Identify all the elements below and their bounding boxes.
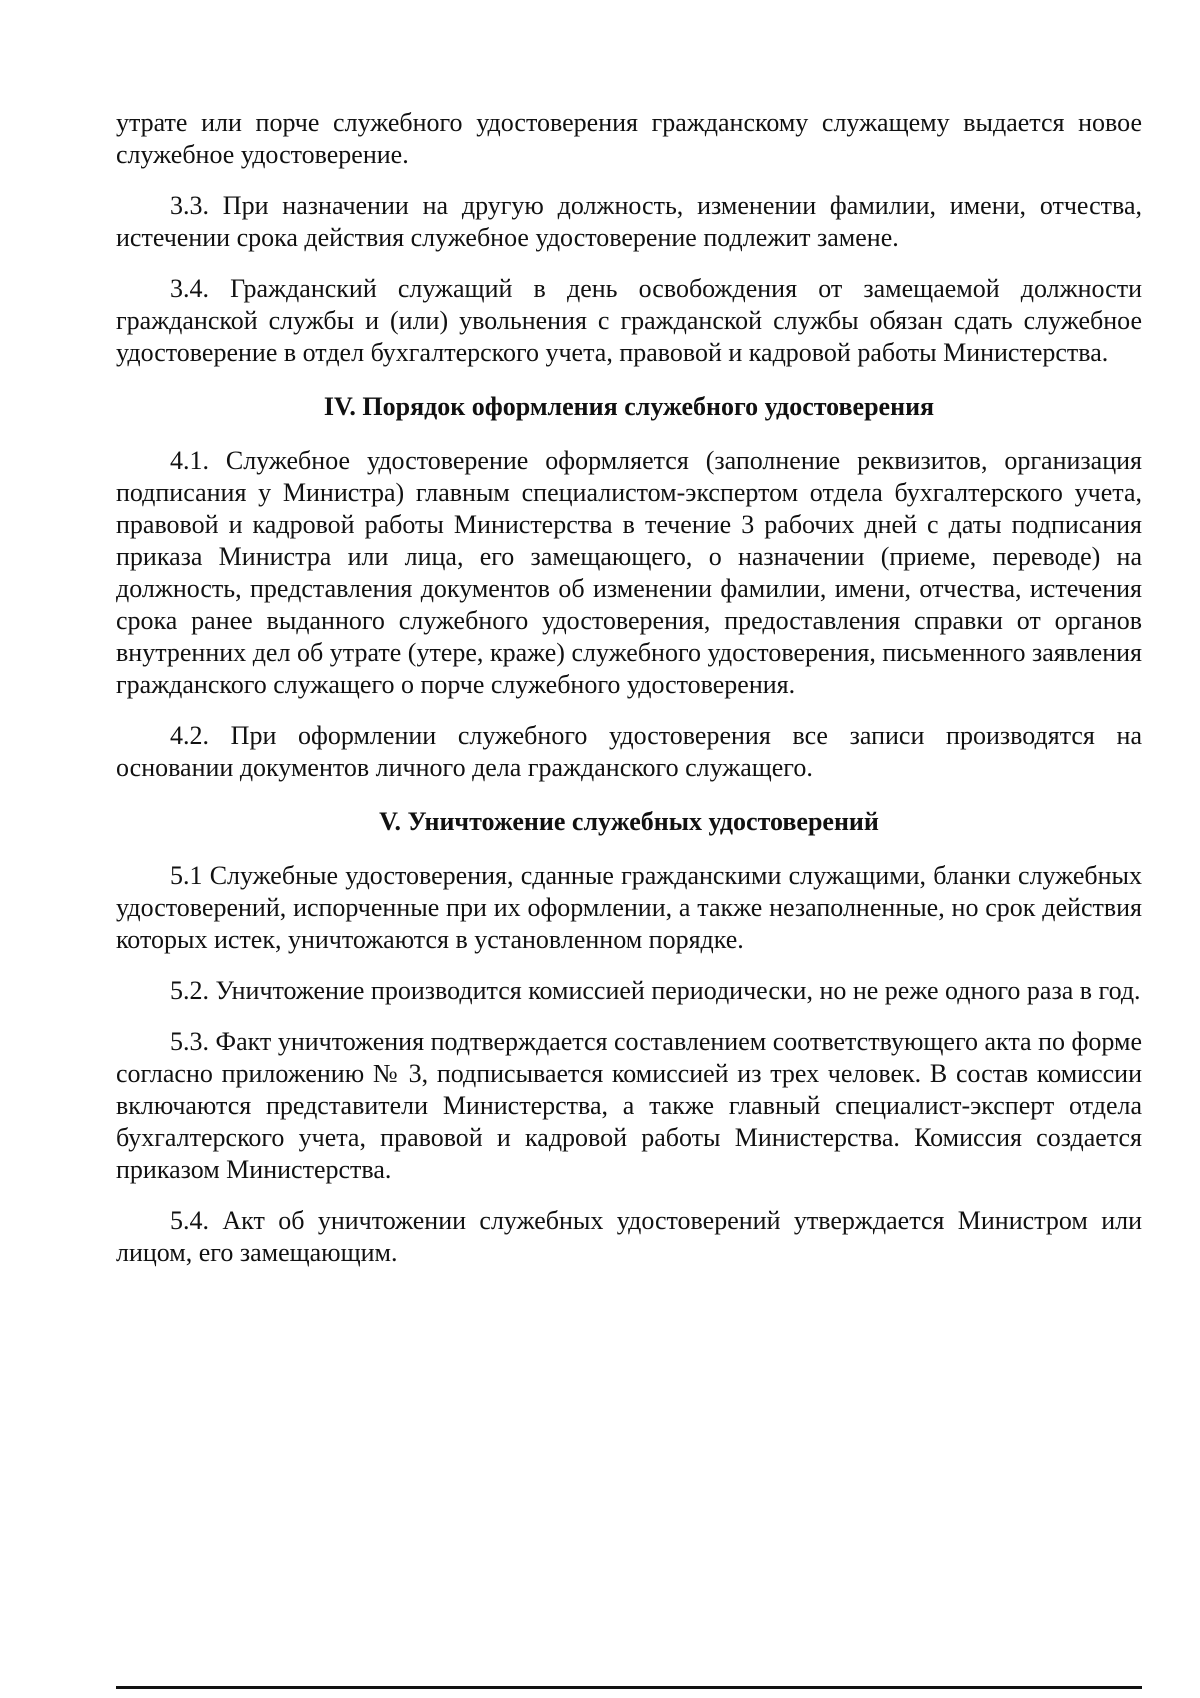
paragraph-3-4: 3.4. Гражданский служащий в день освобождения от замещаемой должности гражданской службы и (или) увольнения с гражданской службы обязан сдать служебное удостоверение в отдел бухгалтерского учета, правовой и кадровой работы Министерства. <box>116 274 1142 367</box>
footer-divider <box>116 1686 1142 1689</box>
paragraph-5-3: 5.3. Факт уничтожения подтверждается составлением соответствующего акта по форме согласно приложению № 3, подписывается комиссией из трех человек. В состав комиссии включаются представители Министерства, а также главный специалист-эксперт отдела бухгалтерского учета, правовой и кадровой работы Министерства. Комиссия создается приказом Министерства. <box>116 1027 1142 1184</box>
paragraph-4-1: 4.1. Служебное удостоверение оформляется (заполнение реквизитов, организация подписания у Министра) главным специалистом-экспертом отдела бухгалтерского учета, правовой и кадровой работы Министерства в течение 3 рабочих дней с даты подписания приказа Министра или лица, его замещающего, о назначении (приеме, переводе) на должность, представления документов об изменении фамилии, имени, отчества, истечения срока ранее выданного служебного удостоверения, предоставления справки от органов внутренних дел об утрате (утере, краже) служебного удостоверения, письменного заявления гражданского служащего о порче служебного удостоверения. <box>116 446 1142 699</box>
section-4-heading: IV. Порядок оформления служебного удостоверения <box>323 392 935 421</box>
paragraph-3-3: 3.3. При назначении на другую должность, изменении фамилии, имени, отчества, истечении срока действия служебное удостоверение подлежит замене. <box>116 191 1142 252</box>
paragraph-5-4: 5.4. Акт об уничтожении служебных удостоверений утверждается Министром или лицом, его замещающим. <box>116 1206 1142 1267</box>
paragraph-5-2: 5.2. Уничтожение производится комиссией периодически, но не реже одного раза в год. <box>170 976 1141 1005</box>
section-5-heading: V. Уничтожение служебных удостоверений <box>379 807 879 836</box>
paragraph-4-2: 4.2. При оформлении служебного удостоверения все записи производятся на основании документов личного дела гражданского служащего. <box>116 721 1142 782</box>
document-page <box>116 107 1142 1269</box>
paragraph-5-1: 5.1 Служебные удостоверения, сданные гражданскими служащими, бланки служебных удостоверений, испорченные при их оформлении, а также незаполненные, но срок действия которых истек, уничтожаются в установленном порядке. <box>116 861 1142 954</box>
paragraph-continuation: утрате или порче служебного удостоверения гражданскому служащему выдается новое служебное удостоверение. <box>116 108 1142 169</box>
